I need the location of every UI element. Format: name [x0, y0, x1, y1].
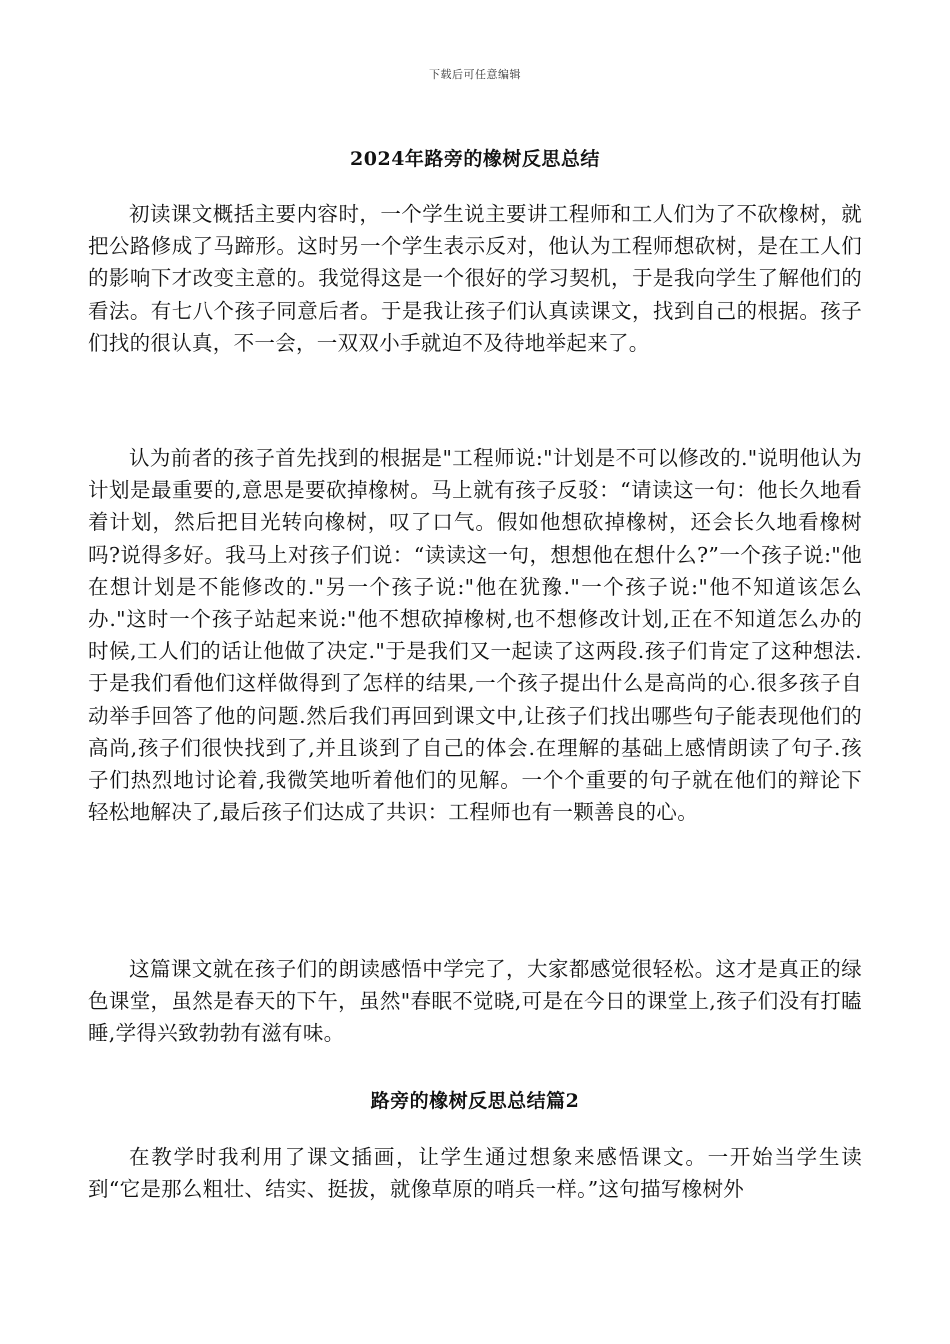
section-heading: 路旁的橡树反思总结篇2 — [370, 1090, 580, 1112]
body-paragraph-1: 初读课文概括主要内容时，一个学生说主要讲工程师和工人们为了不砍橡树，就把公路修成了马蹄形。这时另一个学生表示反对，他认为工程师想砍树，是在工人们的影响下才改变主意的。我觉得这是一个很好的学习契机，于是我向学生了解他们的看法。有七八个孩子同意后者。于是我让孩子们认真读课文，找到自己的根据。孩子们找的很认真，不一会，一双双小手就迫不及待地举起来了。 — [88, 202, 862, 355]
section-paragraph-1: 在教学时我利用了课文插画，让学生通过想象来感悟课文。一开始当学生读到“它是那么粗壮、结实、挺拔，就像草原的哨兵一样。”这句描写橡树外 — [88, 1145, 862, 1202]
document-title: 2024年路旁的橡树反思总结 — [350, 148, 600, 170]
header-note: 下载后可任意编辑 — [429, 68, 521, 81]
body-paragraph-3: 这篇课文就在孩子们的朗读感悟中学完了，大家都感觉很轻松。这才是真正的绿色课堂，虽然是春天的下午，虽然"春眠不觉晓,可是在今日的课堂上,孩子们没有打瞌睡,学得兴致勃勃有滋有味。 — [88, 957, 862, 1046]
body-paragraph-2: 认为前者的孩子首先找到的根据是"工程师说:"计划是不可以修改的."说明他认为计划是最重要的,意思是要砍掉橡树。马上就有孩子反驳：“请读这一句：他长久地看着计划，然后把目光转向橡树，叹了口气。假如他想砍掉橡树，还会长久地看橡树吗?说得多好。我马上对孩子们说：“读读这一句，想想他在想什么?”一个孩子说:"他在想计划是不能修改的."另一个孩子说:"他在犹豫."一个孩子说:"他不知道该怎么办."这时一个孩子站起来说:"他不想砍掉橡树,也不想修改计划,正在不知道怎么办的时候,工人们的话让他做了决定."于是我们又一起读了这两段.孩子们肯定了这种想法.于是我们看他们这样做得到了怎样的结果,一个孩子提出什么是高尚的心.很多孩子自动举手回答了他的问题.然后我们再回到课文中,让孩子们找出哪些句子能表现他们的高尚,孩子们很快找到了,并且谈到了自己的体会.在理解的基础上感情朗读了句子.孩子们热烈地讨论着,我微笑地听着他们的见解。一个个重要的句子就在他们的辩论下轻松地解决了,最后孩子们达成了共识：工程师也有一颗善良的心。 — [88, 446, 862, 825]
